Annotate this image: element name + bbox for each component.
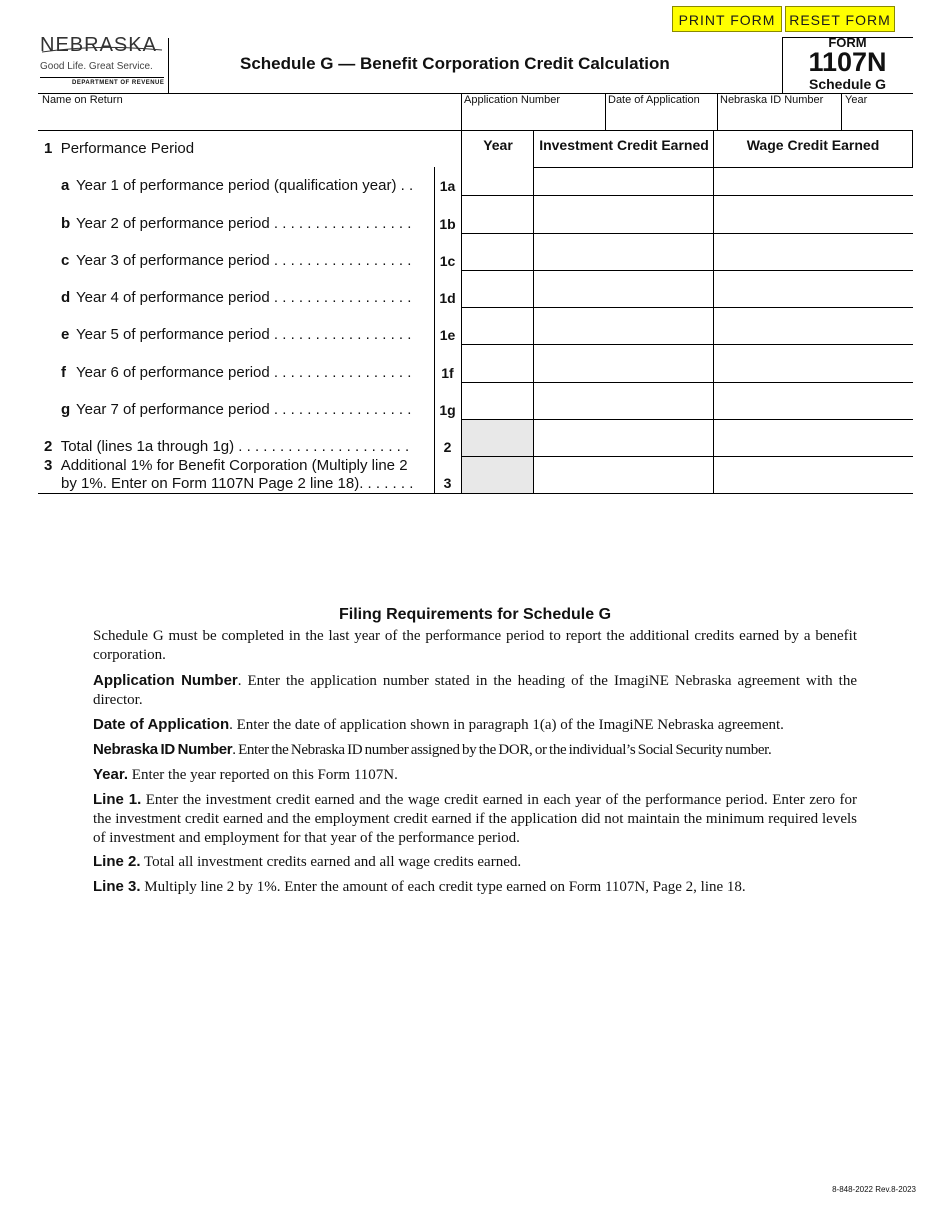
row-1f-label: f Year 6 of performance period . . . . . . . . . . . . . . . . . bbox=[61, 364, 412, 381]
req-line3: Line 3. Multiply line 2 by 1%. Enter the amount of each credit type earned on Form 1107N, Page 2, line 18. bbox=[93, 878, 746, 895]
date-of-application-label: Date of Application bbox=[608, 94, 700, 106]
row-1d-label: d Year 4 of performance period . . . . . . . . . . . . . . . . . bbox=[61, 289, 412, 306]
col-head-year: Year bbox=[483, 137, 513, 153]
year-label: Year bbox=[845, 94, 868, 106]
line-code-1c: 1c bbox=[439, 253, 456, 269]
line-code-1g: 1g bbox=[439, 402, 456, 418]
col-rule-investment-left bbox=[533, 130, 534, 493]
input-1f-wage[interactable] bbox=[715, 345, 911, 381]
line-code-1b: 1b bbox=[439, 216, 456, 232]
application-number-input[interactable] bbox=[463, 108, 603, 130]
line-code-3: 3 bbox=[443, 475, 452, 491]
logo-tagline: Good Life. Great Service. bbox=[40, 61, 153, 72]
requirements-intro: Schedule G must be completed in the last year of the performance period to report the additional credits earned by a benefit corporation. bbox=[93, 628, 857, 663]
input-1a-year[interactable] bbox=[463, 168, 532, 194]
req-line2: Line 2. Total all investment credits earned and all wage credits earned. bbox=[93, 853, 522, 870]
req-application-number: Application Number. Enter the application number stated in the heading of the ImagiNE Nebraska agreement with the director. bbox=[93, 672, 857, 708]
line1-number: 1 bbox=[44, 140, 53, 157]
input-1b-wage[interactable] bbox=[715, 196, 911, 232]
input-1g-year[interactable] bbox=[463, 383, 532, 418]
page-title: Schedule G — Benefit Corporation Credit Calculation bbox=[240, 54, 670, 73]
input-1c-year[interactable] bbox=[463, 234, 532, 269]
req-line1: Line 1. Enter the investment credit earned and the wage credit earned in each year of the performance period. Enter zero for the investment credit earned and the employment credit earned if the application did not maintain the minimum required levels of investment and employment for that year of the performance period. bbox=[93, 791, 858, 846]
logo-right-rule bbox=[168, 38, 169, 93]
col-rule-wage-left bbox=[713, 130, 714, 493]
input-2-investment[interactable] bbox=[535, 420, 712, 455]
name-on-return-label: Name on Return bbox=[42, 94, 123, 106]
form-label: FORM bbox=[828, 35, 867, 50]
input-1f-investment[interactable] bbox=[535, 345, 712, 381]
input-1a-investment[interactable] bbox=[535, 168, 712, 194]
year-input[interactable] bbox=[843, 108, 911, 130]
row-1b-label: b Year 2 of performance period . . . . . . . . . . . . . . . . . bbox=[61, 215, 412, 232]
nebraska-id-input[interactable] bbox=[719, 108, 839, 130]
input-1b-year[interactable] bbox=[463, 196, 532, 232]
input-3-investment[interactable] bbox=[535, 457, 712, 492]
header-divider-4 bbox=[841, 93, 842, 131]
table-right-rule bbox=[912, 130, 913, 167]
header-divider-3 bbox=[717, 93, 718, 131]
input-3-wage[interactable] bbox=[715, 457, 911, 492]
row-1e-label: e Year 5 of performance period . . . . . . . . . . . . . . . . . bbox=[61, 326, 412, 343]
line-code-1f: 1f bbox=[441, 365, 454, 381]
input-1g-wage[interactable] bbox=[715, 383, 911, 418]
input-2-wage[interactable] bbox=[715, 420, 911, 455]
input-1e-wage[interactable] bbox=[715, 308, 911, 343]
input-1d-year[interactable] bbox=[463, 271, 532, 306]
line-code-1e: 1e bbox=[439, 327, 456, 343]
req-year: Year. Enter the year reported on this Form 1107N. bbox=[93, 766, 398, 783]
line1-label bbox=[44, 140, 194, 157]
logo-divider bbox=[40, 77, 164, 78]
input-1g-investment[interactable] bbox=[535, 383, 712, 418]
input-1f-year[interactable] bbox=[463, 345, 532, 381]
date-of-application-input[interactable] bbox=[607, 108, 715, 130]
shaded-cell-line2-year bbox=[462, 420, 533, 456]
header-bottom-rule bbox=[38, 130, 913, 131]
input-1e-investment[interactable] bbox=[535, 308, 712, 343]
form-number: 1107N bbox=[808, 47, 887, 77]
form-schedule: Schedule G bbox=[808, 76, 887, 92]
footer-revision: 8-848-2022 Rev.8-2023 bbox=[832, 1185, 916, 1194]
line-code-2: 2 bbox=[443, 439, 452, 455]
line1-text: Performance Period bbox=[60, 140, 195, 157]
input-1b-investment[interactable] bbox=[535, 196, 712, 232]
row-1a-label: a Year 1 of performance period (qualification year) . . bbox=[61, 177, 414, 194]
print-form-button[interactable]: PRINT FORM bbox=[672, 6, 782, 32]
line3-label: 3 Additional 1% for Benefit Corporation (Multiply line 2 by 1%. Enter on Form 1107N Page 2 line 18). . . . . . . bbox=[44, 457, 414, 492]
input-1a-wage[interactable] bbox=[715, 168, 911, 194]
reset-form-button[interactable]: RESET FORM bbox=[785, 6, 895, 32]
logo-state: NEBRASKA bbox=[40, 34, 157, 56]
shaded-cell-line3-year bbox=[462, 457, 533, 493]
col-head-investment: Investment Credit Earned bbox=[539, 137, 709, 153]
nebraska-logo bbox=[40, 34, 157, 72]
line-code-1a: 1a bbox=[439, 178, 456, 194]
application-number-label: Application Number bbox=[464, 94, 560, 106]
logo-dept: DEPARTMENT OF REVENUE bbox=[72, 80, 165, 86]
header-divider-2 bbox=[605, 93, 606, 131]
input-1d-investment[interactable] bbox=[535, 271, 712, 306]
line2-label: 2 Total (lines 1a through 1g) . . . . . . . . . . . . . . . . . . . . . bbox=[44, 438, 410, 455]
input-1d-wage[interactable] bbox=[715, 271, 911, 306]
nebraska-id-label: Nebraska ID Number bbox=[720, 94, 824, 106]
row-1g-label: g Year 7 of performance period . . . . . . . . . . . . . . . . . bbox=[61, 401, 412, 418]
input-1c-wage[interactable] bbox=[715, 234, 911, 269]
requirements-heading: Filing Requirements for Schedule G bbox=[338, 606, 612, 623]
req-nebraska-id: Nebraska ID Number. Enter the Nebraska ID number assigned by the DOR, or the individual’s Social Security number. bbox=[93, 741, 772, 758]
header-divider-1 bbox=[461, 93, 462, 131]
name-on-return-input[interactable] bbox=[40, 108, 458, 130]
line-code-1d: 1d bbox=[439, 290, 456, 306]
req-date-of-application: Date of Application. Enter the date of application shown in paragraph 1(a) of the ImagiNE Nebraska agreement. bbox=[93, 716, 784, 733]
logo-swoosh-icon bbox=[40, 46, 165, 54]
input-1e-year[interactable] bbox=[463, 308, 532, 343]
input-1c-investment[interactable] bbox=[535, 234, 712, 269]
table-bottom-rule bbox=[38, 493, 913, 494]
row-1c-label: c Year 3 of performance period . . . . . . . . . . . . . . . . . bbox=[61, 252, 412, 269]
col-head-wage: Wage Credit Earned bbox=[746, 137, 880, 153]
